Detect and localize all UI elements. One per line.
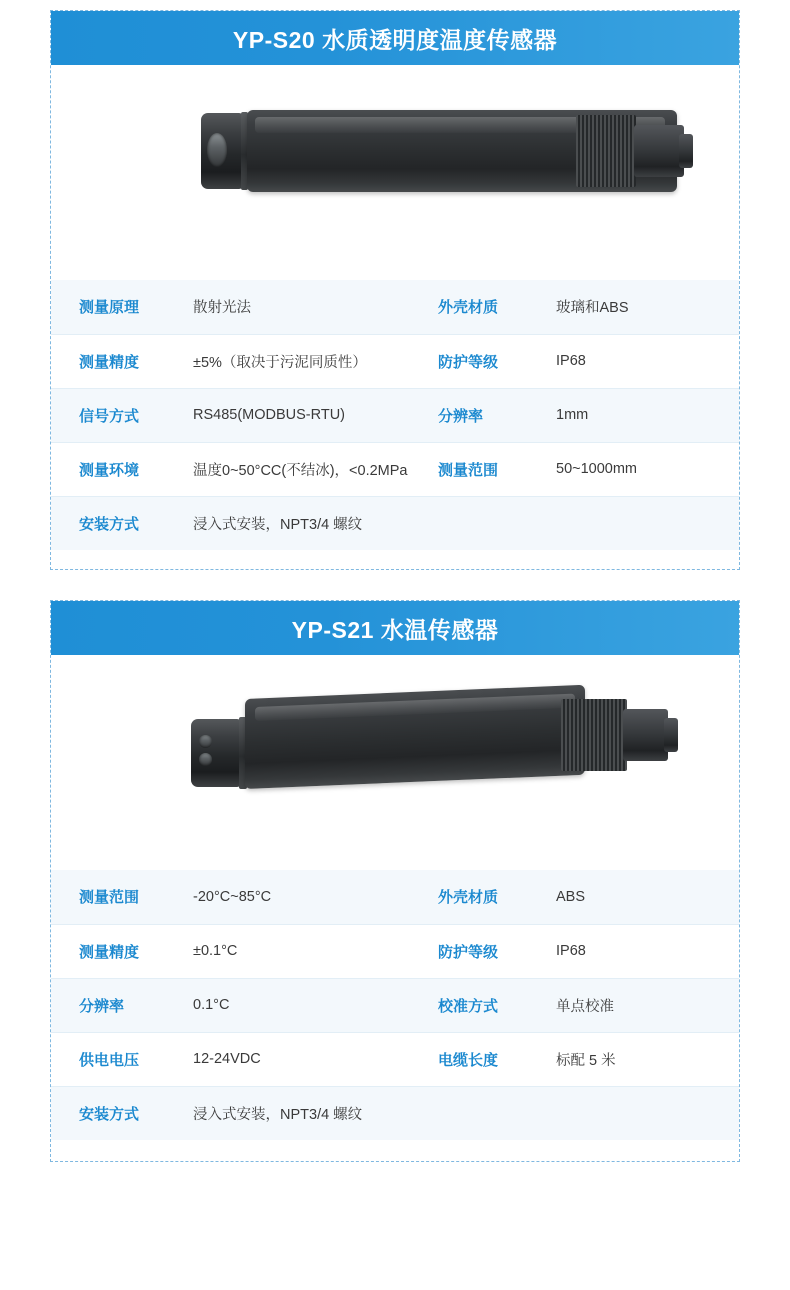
- spec-label: 供电电压: [51, 1032, 189, 1086]
- spec-table-yp-s21: [51, 870, 739, 1140]
- table-row: [51, 442, 739, 496]
- table-row: [51, 870, 739, 924]
- product-card-yp-s21: [50, 600, 740, 1162]
- sensor-probe-icon: [199, 735, 212, 748]
- spec-value: 1mm: [548, 388, 739, 442]
- spec-value: 浸入式安装，NPT3/4 螺纹: [193, 516, 363, 533]
- sensor-illustration: [161, 693, 671, 803]
- spec-value: -20°C~85°C: [189, 870, 428, 924]
- spec-label: 电缆长度: [428, 1032, 548, 1086]
- sensor-lens-icon: [207, 133, 227, 167]
- product-title: YP-S21 水温传感器: [291, 616, 499, 643]
- spec-table-yp-s20: [51, 280, 739, 550]
- spec-value: ABS: [548, 870, 739, 924]
- spec-label: 信号方式: [51, 388, 189, 442]
- spec-value: 标配 5 米: [548, 1032, 739, 1086]
- table-row: [51, 280, 739, 334]
- sensor-illustration: [151, 103, 661, 203]
- table-row: [51, 334, 739, 388]
- spec-label: 测量范围: [428, 442, 548, 496]
- sensor-thread: [576, 115, 636, 187]
- product-title-banner: [51, 11, 739, 65]
- sensor-connector: [623, 709, 668, 761]
- sensor-connector: [634, 125, 684, 177]
- spec-value: 温度0~50°CC(不结冰)，<0.2MPa: [189, 442, 428, 496]
- sensor-probe-icon: [199, 753, 212, 766]
- spec-label: 分辨率: [51, 978, 189, 1032]
- product-card-yp-s20: [50, 10, 740, 570]
- spec-label: 安装方式: [79, 515, 140, 533]
- sensor-connector-tip: [664, 718, 678, 752]
- spec-label: 外壳材质: [428, 280, 548, 334]
- spec-value: IP68: [548, 334, 739, 388]
- product-title: YP-S20 水质透明度温度传感器: [232, 26, 558, 53]
- spec-value: 50~1000mm: [548, 442, 739, 496]
- spec-value: 12-24VDC: [189, 1032, 428, 1086]
- spec-value: 0.1°C: [189, 978, 428, 1032]
- table-row: [51, 496, 739, 550]
- spec-value: 玻璃和ABS: [548, 280, 739, 334]
- spec-value: 浸入式安装，NPT3/4 螺纹: [193, 1106, 363, 1123]
- product-image-yp-s20: [51, 65, 739, 280]
- sensor-thread: [561, 699, 627, 771]
- table-row: [51, 924, 739, 978]
- spec-value: 散射光法: [189, 280, 428, 334]
- spec-label: 测量精度: [51, 924, 189, 978]
- product-image-yp-s21: [51, 655, 739, 870]
- sensor-tip-cap: [191, 719, 241, 787]
- spec-label: 校准方式: [428, 978, 548, 1032]
- table-row: [51, 1032, 739, 1086]
- spec-value: IP68: [548, 924, 739, 978]
- spec-label: 外壳材质: [428, 870, 548, 924]
- table-row: [51, 1086, 739, 1140]
- spec-label: 防护等级: [428, 924, 548, 978]
- spec-value: RS485(MODBUS-RTU): [189, 388, 428, 442]
- spec-label: 测量环境: [51, 442, 189, 496]
- table-row: [51, 388, 739, 442]
- table-row: [51, 978, 739, 1032]
- spec-label: 防护等级: [428, 334, 548, 388]
- spec-label: 安装方式: [79, 1105, 140, 1123]
- spec-value: ±5%（取决于污泥同质性）: [189, 334, 428, 388]
- product-title-banner: [51, 601, 739, 655]
- spec-label: 测量原理: [51, 280, 189, 334]
- spec-value: 单点校准: [548, 978, 739, 1032]
- spec-value: ±0.1°C: [189, 924, 428, 978]
- spec-label: 测量范围: [51, 870, 189, 924]
- spec-label: 分辨率: [428, 388, 548, 442]
- spec-label: 测量精度: [51, 334, 189, 388]
- sensor-connector-tip: [679, 134, 693, 168]
